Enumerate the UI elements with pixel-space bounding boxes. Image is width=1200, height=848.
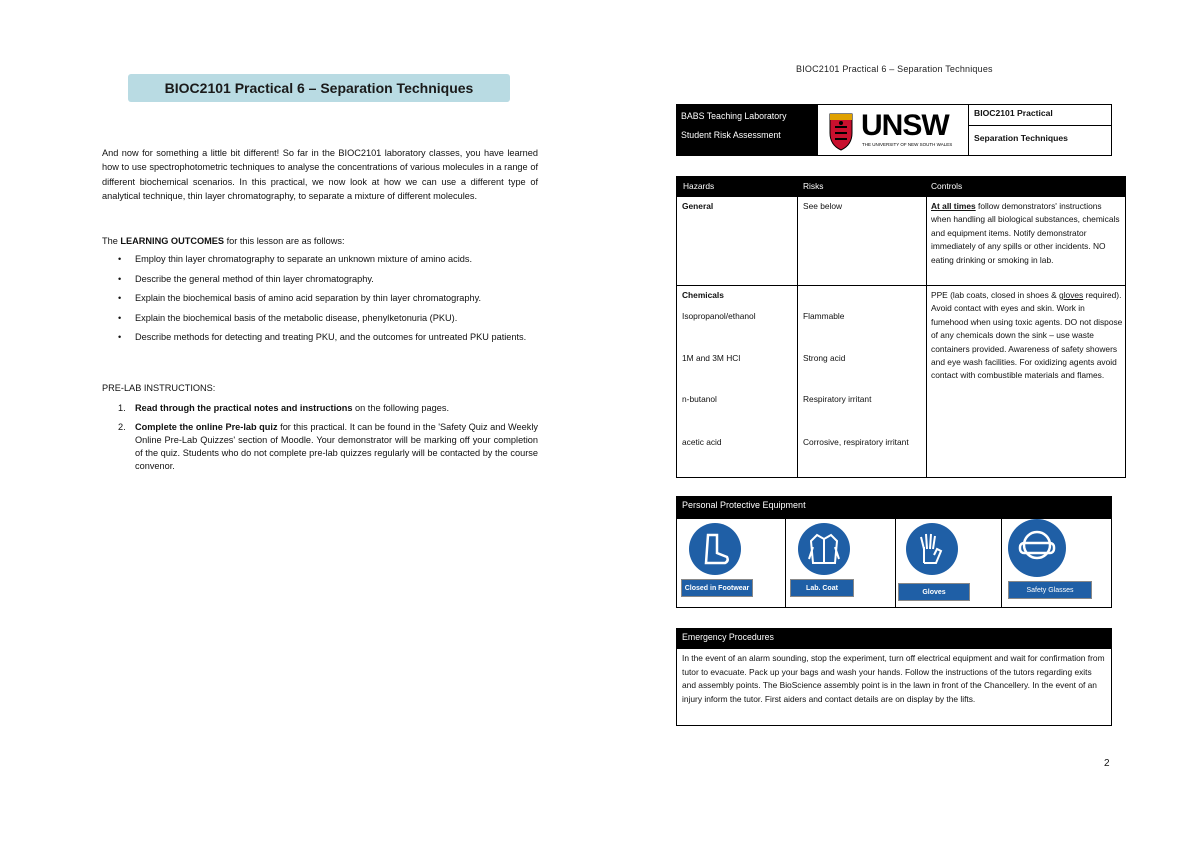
ppe-label: Closed in Footwear — [681, 579, 753, 597]
chemical-risk: Corrosive, respiratory irritant — [803, 437, 909, 447]
unsw-subtitle: THE UNIVERSITY OF NEW SOUTH WALES — [862, 142, 953, 147]
emergency-section — [676, 628, 1112, 726]
list-item: • Employ thin layer chromatography to separate an unknown mixture of amino acids. — [118, 254, 473, 264]
emergency-text: In the event of an alarm sounding, stop the experiment, turn off electrical equipment and wait for confirmation from tutor to evacuate. Pack up your bags and wash your hands. Follow the instructions of the tutors regarding exits and assembly points. The BioScience assembly point is in the lawn in front of the Chancellery. In the event of an injury inform the tutor. First aiders and contact details are on display by the lifts. — [682, 653, 1105, 704]
emergency-heading: Emergency Procedures — [677, 629, 1111, 649]
general-risk: See below — [803, 201, 843, 211]
risk-table-header — [677, 177, 1125, 197]
course-cell: BIOC2101 Practical — [968, 104, 1112, 126]
intro-paragraph: And now for something a little bit different! So far in the BIOC2101 laboratory classes, you have learned how to use spectrophotometric techniques to analyse the concentrations of various molecules in a range of different biochemical scenarios. In this practical, we now look at how we can use a different type of analytical technique, thin layer chromatography, to separate a mixture of different molecules. — [102, 148, 538, 202]
boot-icon — [689, 523, 741, 575]
general-control: At all times follow demonstrators' instructions when handling all biological substances, chemicals and equipment items. Notify demonstrator immediately of any spills or other incidents. NO eating drinking or smoking in lab. — [931, 201, 1120, 265]
col-controls: Controls — [931, 181, 963, 191]
ppe-label: Lab. Coat — [790, 579, 854, 597]
gloves-icon — [906, 523, 958, 575]
chemical-name: acetic acid — [682, 437, 722, 447]
page-title: BIOC2101 Practical 6 – Separation Techniques — [128, 74, 510, 102]
chemicals-heading: Chemicals — [682, 290, 724, 300]
col-hazards: Hazards — [683, 181, 715, 191]
ppe-item — [677, 519, 785, 607]
ppe-heading: Personal Protective Equipment — [677, 497, 1111, 519]
ppe-section — [676, 496, 1112, 608]
chemical-name: 1M and 3M HCl — [682, 353, 741, 363]
list-item: • Explain the biochemical basis of the metabolic disease, phenylketonuria (PKU). — [118, 312, 458, 323]
general-hazard: General — [682, 201, 714, 211]
running-head: BIOC2101 Practical 6 – Separation Techniques — [796, 64, 993, 74]
list-item: • Explain the biochemical basis of amino acid separation by thin layer chromatography. — [118, 293, 482, 303]
col-risks: Risks — [803, 181, 824, 191]
ppe-label: Safety Glasses — [1008, 581, 1092, 599]
list-item: • Describe the general method of thin layer chromatography. — [118, 273, 374, 284]
unsw-wordmark: UNSW — [861, 109, 949, 142]
list-item: • Describe methods for detecting and treating PKU, and the outcomes for untreated PKU patients. — [118, 332, 527, 342]
page-number: 2 — [1104, 758, 1110, 769]
chemical-name: Isopropanol/ethanol — [682, 311, 756, 321]
learning-outcomes-list — [102, 253, 538, 351]
list-item: 2. Complete the online Pre-lab quiz for this practical. It can be found in the 'Safety Quiz and Weekly Online Pre-Lab Quizzes' section of Moodle. Your demonstrator will be marking off your completion of the quiz. Students who do not complete pre-lab quizzes regularly will be contacted by the course convenor. — [118, 422, 538, 471]
ppe-item — [896, 519, 1001, 607]
prelab-heading: PRE-LAB INSTRUCTIONS: — [102, 383, 216, 393]
chemicals-control: PPE (lab coats, closed in shoes & gloves required). Avoid contact with eyes and skin. Work in fumehood when using toxic agents. DO not dispose of any chemicals down the sink – use waste containers provided. Awareness of safety showers and eye wash facilities. For oxidizing agents avoid contact with combustible materials and flames. — [931, 290, 1123, 381]
learning-outcomes-heading: The LEARNING OUTCOMES for this lesson are as follows: — [102, 236, 345, 246]
chemical-risk: Respiratory irritant — [803, 394, 872, 404]
chemical-name: n-butanol — [682, 394, 717, 404]
safety-glasses-icon — [1008, 519, 1066, 577]
ppe-item — [1002, 519, 1111, 607]
topic-cell: Separation Techniques — [968, 125, 1112, 156]
list-item: 1. Read through the practical notes and instructions on the following pages. — [118, 403, 450, 413]
ppe-label: Gloves — [898, 583, 970, 601]
unsw-logo — [818, 104, 968, 156]
ppe-item — [786, 519, 895, 607]
chemical-risk: Strong acid — [803, 353, 846, 363]
chemical-risk: Flammable — [803, 311, 845, 321]
lab-coat-icon — [798, 523, 850, 575]
risk-assessment-header: BABS Teaching Laboratory Student Risk Assessment — [676, 104, 818, 156]
risk-table — [676, 176, 1126, 478]
prelab-list — [102, 402, 538, 479]
